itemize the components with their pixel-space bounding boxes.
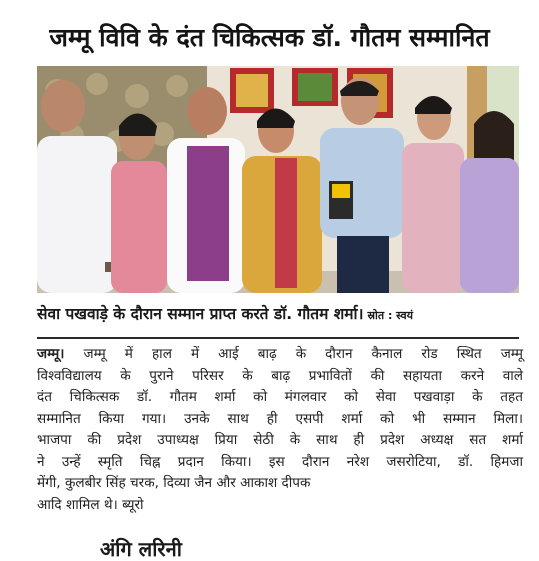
photo-caption <box>37 302 519 324</box>
article-line-5: भाजपा की प्रदेश उपाध्यक्ष प्रिया सेठी के साथ ही प्रदेश अध्यक्ष सत शर्मा <box>37 432 523 448</box>
article-line-7: मेंगी, कुलबीर सिंह चरक, दिव्या जैन और आकाश दीपक <box>37 475 311 491</box>
article-line-1: जम्मू। जम्मू में हाल में आई बाढ़ के दौरान कैनाल रोड स्थित जम्मू <box>37 346 523 362</box>
dateline: जम्मू। <box>37 346 65 362</box>
caption-divider <box>37 337 519 339</box>
article-line-8: आदि शामिल थे। ब्यूरो <box>37 496 144 513</box>
article-body <box>37 344 523 516</box>
article-headline: जम्मू विवि के दंत चिकित्सक डॉ. गौतम सम्मानित <box>49 23 490 52</box>
next-headline-fragment: अंगि लरिनी <box>100 537 182 561</box>
caption-text: सेवा पखवाड़े के दौरान सम्मान प्राप्त करते डॉ. गौतम शर्मा। <box>37 305 364 323</box>
article-line-2: विश्वविद्यालय के पुराने परिसर के बाढ़ प्रभावितों की सहायता करने वाले <box>37 367 523 384</box>
article-line-6: ने उन्हें स्मृति चिह्न प्रदान किया। इस दौरान नरेश जसरोटिया, डॉ. हिमजा <box>37 453 523 470</box>
caption-source: स्रोत : स्वयं <box>367 309 413 322</box>
news-photo <box>37 66 519 293</box>
article-line-4: सम्मानित किया गया। उनके साथ ही एसपी शर्मा को भी सम्मान मिला। <box>37 410 523 427</box>
article-line-3: दंत चिकित्सक डॉ. गौतम शर्मा को मंगलवार को सेवा पखवाड़ा के तहत <box>37 389 523 405</box>
